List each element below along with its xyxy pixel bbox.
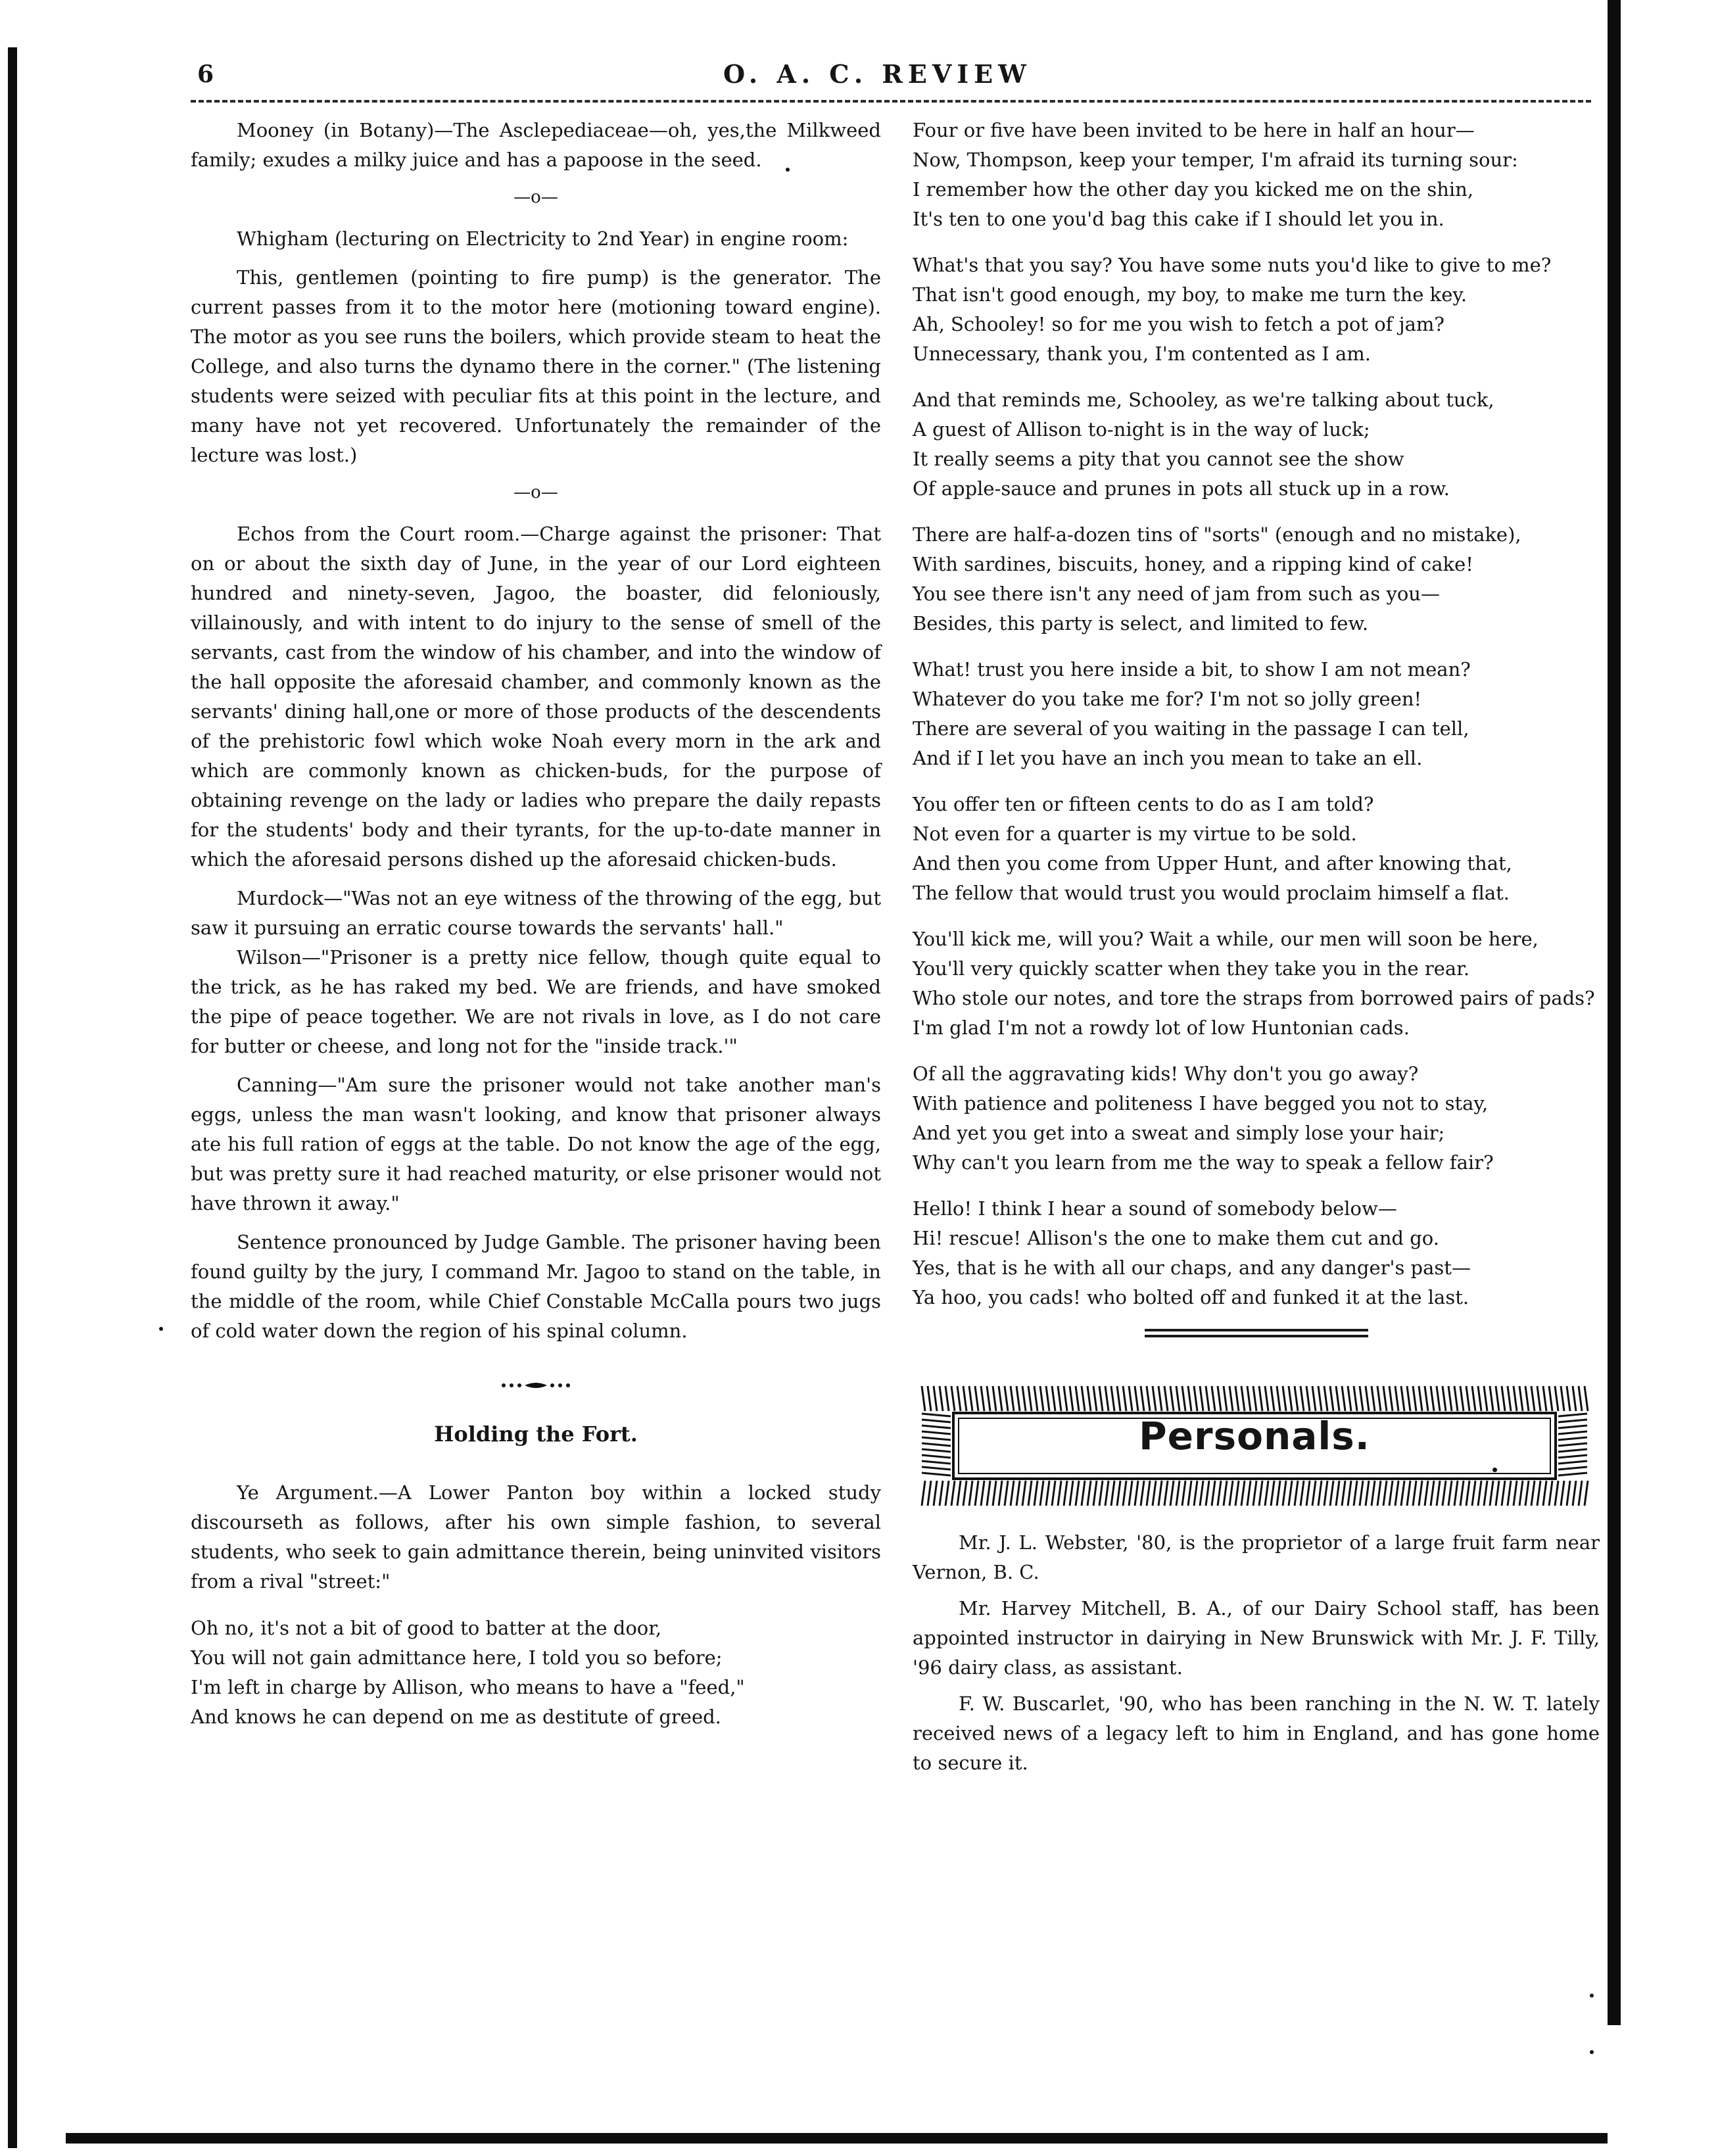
stanza [913,1194,1600,1312]
stanza [913,116,1600,234]
verse-line: It really seems a pity that you cannot see the show [913,448,1404,470]
verse-line: With patience and politeness I have begged you not to stay, [913,1092,1489,1114]
verse-line: Who stole our notes, and tore the straps from borrowed pairs of pads? [913,987,1595,1009]
ink-speck [159,1327,163,1331]
verse-line: You'll kick me, will you? Wait a while, our men will soon be here, [913,928,1539,950]
verse-line: Oh no, it's not a bit of good to batter at the door, [191,1617,662,1639]
masthead: O. A. C. REVIEW [723,59,1032,89]
verse-line: Of apple-sauce and prunes in pots all stuck up in a row. [913,477,1450,500]
verse-line: There are half-a-dozen tins of "sorts" (enough and no mistake), [913,523,1521,546]
separator: —o— [513,187,558,207]
verse-line: Not even for a quarter is my virtue to be sold. [913,823,1357,845]
verse-line: Whatever do you take me for? I'm not so jolly green! [913,688,1422,710]
verse-line: Hello! I think I hear a sound of somebody below— [913,1197,1397,1220]
opening-stanza [191,1614,881,1732]
wilson-testimony: Wilson—"Prisoner is a pretty nice fellow, though quite equal to the trick, as he has raked my bed. We are friends, and have smoked the pipe of peace together. We are not rivals in love, as I do not care for butter or cheese, and long not for the "inside track.'" [191,946,881,1057]
verse-line: With sardines, biscuits, honey, and a ripping kind of cake! [913,553,1473,575]
verse-line: You'll very quickly scatter when they take you in the rear. [913,957,1470,980]
stanza [913,520,1600,638]
verse-line: Why can't you learn from me the way to speak a fellow fair? [913,1151,1494,1174]
verse-line: Four or five have been invited to be here in half an hour— [913,119,1475,141]
verse-line: You offer ten or fifteen cents to do as I am told? [913,793,1374,815]
verse-line: It's ten to one you'd bag this cake if I should let you in. [913,208,1444,230]
left-margin-rule [8,47,17,2148]
ink-speck [786,168,790,172]
stanza [913,385,1600,504]
verse-line: Unnecessary, thank you, I'm contented as I am. [913,343,1371,365]
verse-line: And that reminds me, Schooley, as we're talking about tuck, [913,389,1494,411]
verse-line: And then you come from Upper Hunt, and after knowing that, [913,852,1512,874]
verse-line: That isn't good enough, my boy, to make me turn the key. [913,283,1467,306]
verse-line: I'm glad I'm not a rowdy lot of low Huntonian cads. [913,1017,1410,1039]
personal-item: Mr. J. L. Webster, '80, is the proprietor of a large fruit farm near Vernon, B. C. [913,1531,1600,1583]
ink-speck [1590,2050,1594,2054]
personals-banner [919,1383,1590,1508]
verse-line: And yet you get into a sweat and simply lose your hair; [913,1122,1445,1144]
verse-line: The fellow that would trust you would proclaim himself a flat. [913,882,1510,904]
right-column [913,116,1600,1785]
argument-paragraph: Ye Argument.—A Lower Panton boy within a locked study discourseth as follows, after his own simple fashion, to several students, who seek to gain admittance therein, being uninvited visitors from a rival "street:" [191,1481,881,1593]
personals-title: Personals. [1139,1414,1370,1458]
verse-line: I'm left in charge by Allison, who means to have a "feed," [191,1676,745,1698]
header-rule [191,100,1591,103]
ink-speck [1492,1468,1497,1472]
stanza [913,655,1600,773]
personals-list [913,1528,1600,1778]
holding-the-fort-title: Holding the Fort. [434,1422,638,1447]
poem-continuation [913,116,1600,1312]
verse-line: And if I let you have an inch you mean to take an ell. [913,747,1423,769]
verse-line: Ah, Schooley! so for me you wish to fetch a pot of jam? [913,313,1444,335]
verse-line: What! trust you here inside a bit, to show I am not mean? [913,658,1471,681]
verse-line: You will not gain admittance here, I told you so before; [191,1646,723,1669]
court-charge: Echos from the Court room.—Charge against the prisoner: That on or about the sixth day of June, in the year of our Lord eighteen hundred and ninety-seven, Jagoo, the boaster, did feloniously, villainously, and with intent to do injury to the sense of smell of the servants, cast from the window of his chamber, and into the window of the hall opposite the aforesaid chamber, and commonly known as the servants' dining hall,one or more of those products of the descendents of the prehistoric fowl which woke Noah every morn in the ark and which are commonly known as chicken-buds, for the purpose of obtaining revenge on the lady or ladies who prepare the daily repasts for the students' body and their tyrants, for the up-to-date manner in which the aforesaid persons dished up the aforesaid chicken-buds. [191,523,881,871]
verse-line: Ya hoo, you cads! who bolted off and funked it at the last. [913,1286,1469,1308]
bottom-margin-rule [66,2133,1608,2144]
separator: —o— [513,483,558,502]
stanza [913,1059,1600,1178]
verse-line: You see there isn't any need of jam from such as you— [913,583,1440,605]
stanza [913,924,1600,1043]
verse-line: Hi! rescue! Allison's the one to make them cut and go. [913,1227,1439,1249]
whigham-lecture: This, gentlemen (pointing to fire pump) is the generator. The current passes from it to the motor here (motioning toward engine). The motor as you see runs the boilers, which provide steam to heat the College, and also turns the dynamo there in the corner." (The listening students were seized with peculiar fits at this point in the lecture, and many have not yet recovered. Unfortunately the remainder of the lecture was lost.) [191,266,881,466]
personal-item: F. W. Buscarlet, '90, who has been ranching in the N. W. T. lately received news of a legacy left to him in England, and has gone home to secure it. [913,1692,1600,1774]
double-rule-divider [1145,1329,1368,1337]
mooney-paragraph: Mooney (in Botany)—The Asclepediaceae—oh, yes,the Milkweed family; exudes a milky juice and has a papoose in the seed. [191,119,881,171]
sentence-paragraph: Sentence pronounced by Judge Gamble. The prisoner having been found guilty by the jury, I command Mr. Jagoo to stand on the table, in the middle of the room, while Chief Constable McCalla pours two jugs of cold water down the region of his spinal column. [191,1231,881,1342]
verse-line: Besides, this party is select, and limited to few. [913,612,1369,635]
verse-line: Yes, that is he with all our chaps, and any danger's past— [913,1257,1471,1279]
right-margin-rule [1608,0,1621,2025]
verse-line: Now, Thompson, keep your temper, I'm afraid its turning sour: [913,149,1518,171]
left-column [191,116,881,1732]
stanza [913,790,1600,908]
canning-testimony: Canning—"Am sure the prisoner would not take another man's eggs, unless the man wasn't looking, and know that prisoner always ate his full ration of eggs at the table. Do not know the age of the egg, but was pretty sure it had reached maturity, or else prisoner would not have thrown it away." [191,1074,881,1214]
whigham-intro: Whigham (lecturing on Electricity to 2nd Year) in engine room: [237,228,849,250]
page-number: 6 [197,60,214,88]
verse-line: There are several of you waiting in the passage I can tell, [913,717,1469,740]
stanza [913,251,1600,369]
verse-line: Of all the aggravating kids! Why don't you go away? [913,1063,1419,1085]
verse-line: A guest of Allison to-night is in the way of luck; [913,418,1370,441]
murdock-testimony: Murdock—"Was not an eye witness of the throwing of the egg, but saw it pursuing an erratic course towards the servants' hall." [191,887,881,939]
verse-line: And knows he can depend on me as destitute of greed. [191,1706,721,1728]
personal-item: Mr. Harvey Mitchell, B. A., of our Dairy School staff, has been appointed instructor in dairying in New Brunswick with Mr. J. F. Tilly, '96 dairy class, as assistant. [913,1597,1600,1679]
fleuron-ornament [191,1380,881,1391]
ink-speck [1590,1994,1594,1998]
verse-line: What's that you say? You have some nuts you'd like to give to me? [913,254,1552,276]
verse-line: I remember how the other day you kicked me on the shin, [913,178,1474,201]
